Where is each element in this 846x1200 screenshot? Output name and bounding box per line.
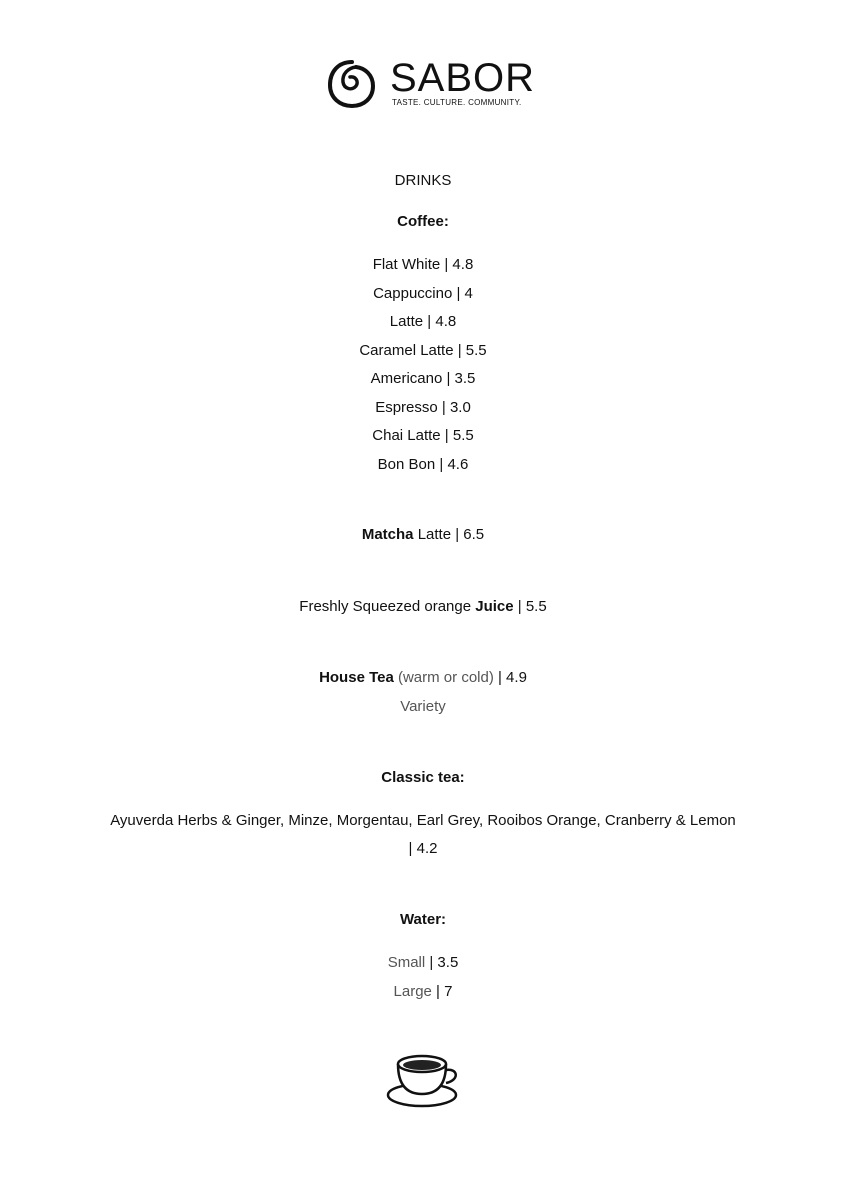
matcha-name: Matcha bbox=[361, 526, 414, 543]
coffee-item: Bon Bon | 4.6 bbox=[377, 456, 469, 473]
coffee-item: Americano | 3.5 bbox=[370, 370, 476, 387]
juice-prefix: Freshly Squeezed orange bbox=[299, 598, 476, 615]
coffee-item: Latte | 4.8 bbox=[389, 313, 457, 330]
section-title: DRINKS bbox=[394, 172, 452, 189]
matcha-price: Latte | 6.5 bbox=[413, 526, 485, 543]
coffee-item: Espresso | 3.0 bbox=[375, 399, 471, 416]
water-size: Large bbox=[393, 983, 432, 1000]
house-tea-variety: Variety bbox=[400, 698, 446, 715]
brand-name: SABOR bbox=[390, 56, 536, 100]
classic-tea-heading: Classic tea: bbox=[381, 769, 465, 786]
water-item bbox=[0, 953, 846, 973]
house-tea-name: House Tea bbox=[319, 669, 394, 686]
sabor-swirl-logo-icon bbox=[326, 58, 378, 110]
water-item bbox=[0, 982, 846, 1002]
coffee-item: Flat White | 4.8 bbox=[372, 256, 474, 273]
brand-tagline: TASTE. CULTURE. COMMUNITY. bbox=[392, 98, 522, 107]
matcha-item bbox=[0, 525, 846, 545]
water-heading: Water: bbox=[399, 911, 447, 928]
water-price: | 3.5 bbox=[425, 954, 459, 971]
coffee-item: Cappuccino | 4 bbox=[373, 285, 473, 302]
water-size: Small bbox=[387, 954, 426, 971]
coffee-cup-icon bbox=[384, 1050, 462, 1110]
house-tea-item bbox=[0, 668, 846, 688]
water-price: | 7 bbox=[431, 983, 453, 1000]
coffee-item: Caramel Latte | 5.5 bbox=[359, 342, 487, 359]
brand-logo bbox=[326, 56, 536, 112]
classic-tea-price: | 4.2 bbox=[408, 840, 438, 857]
house-tea-note: (warm or cold) bbox=[393, 669, 494, 686]
juice-price: | 5.5 bbox=[513, 598, 547, 615]
house-tea-price: | 4.9 bbox=[493, 669, 527, 686]
coffee-heading: Coffee: bbox=[397, 213, 449, 230]
juice-item bbox=[0, 597, 846, 617]
juice-name: Juice bbox=[475, 598, 514, 615]
coffee-item: Chai Latte | 5.5 bbox=[372, 427, 474, 444]
classic-tea-list: Ayuverda Herbs & Ginger, Minze, Morgentau, Earl Grey, Rooibos Orange, Cranberry & Lemon bbox=[110, 812, 736, 829]
